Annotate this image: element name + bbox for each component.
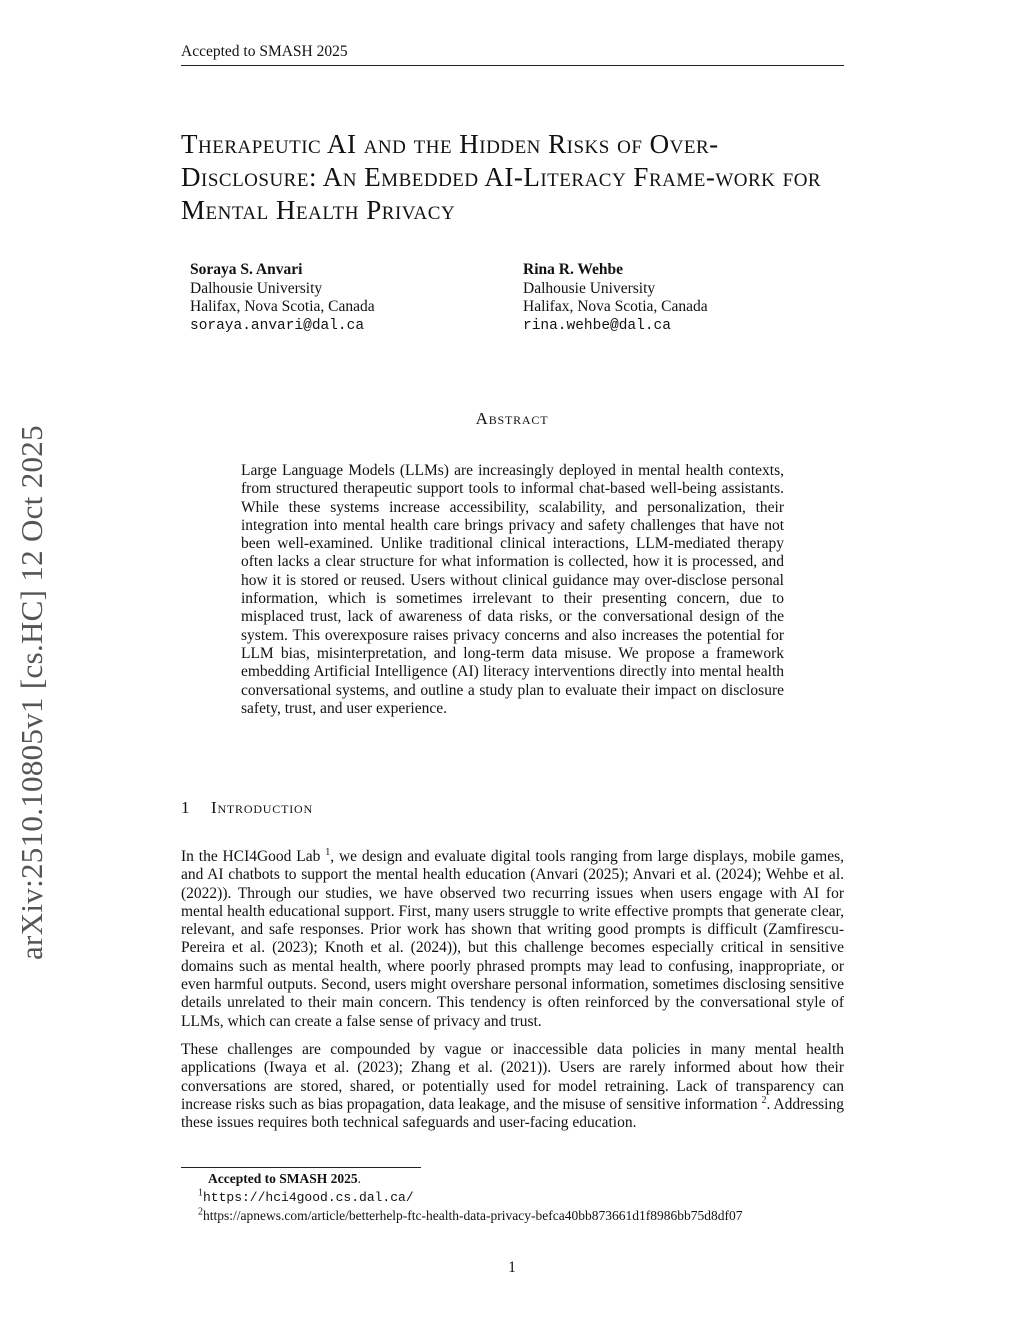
- paragraph-text: These challenges are compounded by vague or inaccessible data policies in many mental health applications (Iwaya et al. (2023); Zhang et al. (2021)). Users are rarely informed about how their conversations are stored, shared, or potentially used for model retraining. Lack of transparency can increase risks such as bias propagation, data leakage, and the misuse of sensitive information: [181, 1041, 844, 1113]
- paragraph-text: . Addressing these issues requires both technical safeguards and user-facing education.: [181, 1095, 844, 1132]
- page-number: 1: [508, 1259, 516, 1276]
- author-email: soraya.anvari@dal.ca: [190, 317, 365, 334]
- footnote-2: [181, 1207, 844, 1225]
- author-name: Soraya S. Anvari: [190, 261, 303, 278]
- footnotes: [181, 1170, 844, 1225]
- footnote-link[interactable]: https://hci4good.cs.dal.ca/: [203, 1190, 414, 1205]
- author-name: Rina R. Wehbe: [523, 261, 624, 278]
- arxiv-identifier: arXiv:2510.10805v1 [cs.HC] 12 Oct 2025: [14, 425, 49, 960]
- running-header: Accepted to SMASH 2025: [181, 43, 844, 66]
- footnote-link[interactable]: https://apnews.com/article/betterhelp-ftc-health-data-privacy-befca40bb873661d1f8986bb75d8df07: [203, 1208, 743, 1223]
- footnote-venue: [181, 1170, 844, 1188]
- author-email: rina.wehbe@dal.ca: [523, 317, 671, 334]
- section-heading: [181, 798, 313, 818]
- section-number: 1: [181, 798, 191, 817]
- footnote-mark: 2: [198, 1206, 203, 1218]
- abstract-text: Large Language Models (LLMs) are increasingly deployed in mental health contexts, from structured therapeutic support tools to informal chat-based well-being assistants. While these systems increase accessibility, scalability, and personalization, their integration into mental health care brings privacy and safety challenges that have not been well-examined. Unlike traditional clinical interactions, LLM-mediated therapy often lacks a clear structure for what information is collected, how it is processed, and how it is stored or reused. Users without clinical guidance may over-disclose personal information, which is sometimes irrelevant to their presenting concern, due to misplaced trust, lack of awareness of data risks, or the conversational design of the system. This overexposure raises privacy concerns and also increases the potential for LLM bias, misinterpretation, and long-term data misuse. We propose a framework embedding Artificial Intelligence (AI) literacy interventions directly into mental health conversational systems, and outline a study plan to evaluate their impact on disclosure safety, trust, and user experience.: [241, 462, 784, 717]
- paragraph-text: In the HCI4Good Lab: [181, 848, 326, 865]
- footnote-marker: 2: [761, 1094, 767, 1106]
- footnote-1: [181, 1188, 844, 1207]
- footnote-mark: 1: [198, 1187, 203, 1199]
- author-affiliation: Dalhousie University: [190, 279, 323, 297]
- section-title: Introduction: [211, 798, 313, 817]
- author-affiliation: Dalhousie University: [523, 279, 656, 297]
- footnote-marker: 1: [325, 846, 331, 858]
- body-paragraph: [181, 848, 844, 1031]
- abstract-heading: Abstract: [475, 409, 549, 428]
- body-paragraph: [181, 1041, 844, 1132]
- author-block: [190, 261, 375, 335]
- footnote-punct: .: [357, 1171, 361, 1186]
- paper-title: Therapeutic AI and the Hidden Risks of Over-Disclosure: An Embedded AI-Literacy Frame-work for Mental Health Privacy: [181, 129, 822, 225]
- author-location: Halifax, Nova Scotia, Canada: [523, 298, 708, 315]
- footnote-text: Accepted to SMASH 2025: [208, 1171, 358, 1186]
- footnote-rule: [181, 1167, 421, 1168]
- paragraph-text: , we design and evaluate digital tools ranging from large displays, mobile games, and AI chatbots to support the mental health education (Anvari (2025); Anvari et al. (2024); Wehbe et al. (2022)). Through our studies, we have observed two recurring issues when users engage with AI for mental health educational support. First, many users struggle to write effective prompts that generate clear, relevant, and safe responses. Prior work has shown that writing good prompts is difficult (Zamfirescu-Pereira et al. (2023); Knoth et al. (2024)), but this challenge becomes especially critical in sensitive domains such as mental health, where poorly phrased prompts may lead to confusing, inappropriate, or even harmful outputs. Second, users might overshare personal information, sometimes disclosing sensitive details unrelated to their main concern. This tendency is often reinforced by the conversational style of LLMs, which can create a false sense of privacy and trust.: [181, 848, 844, 1030]
- author-location: Halifax, Nova Scotia, Canada: [190, 298, 375, 315]
- author-block: [523, 261, 708, 335]
